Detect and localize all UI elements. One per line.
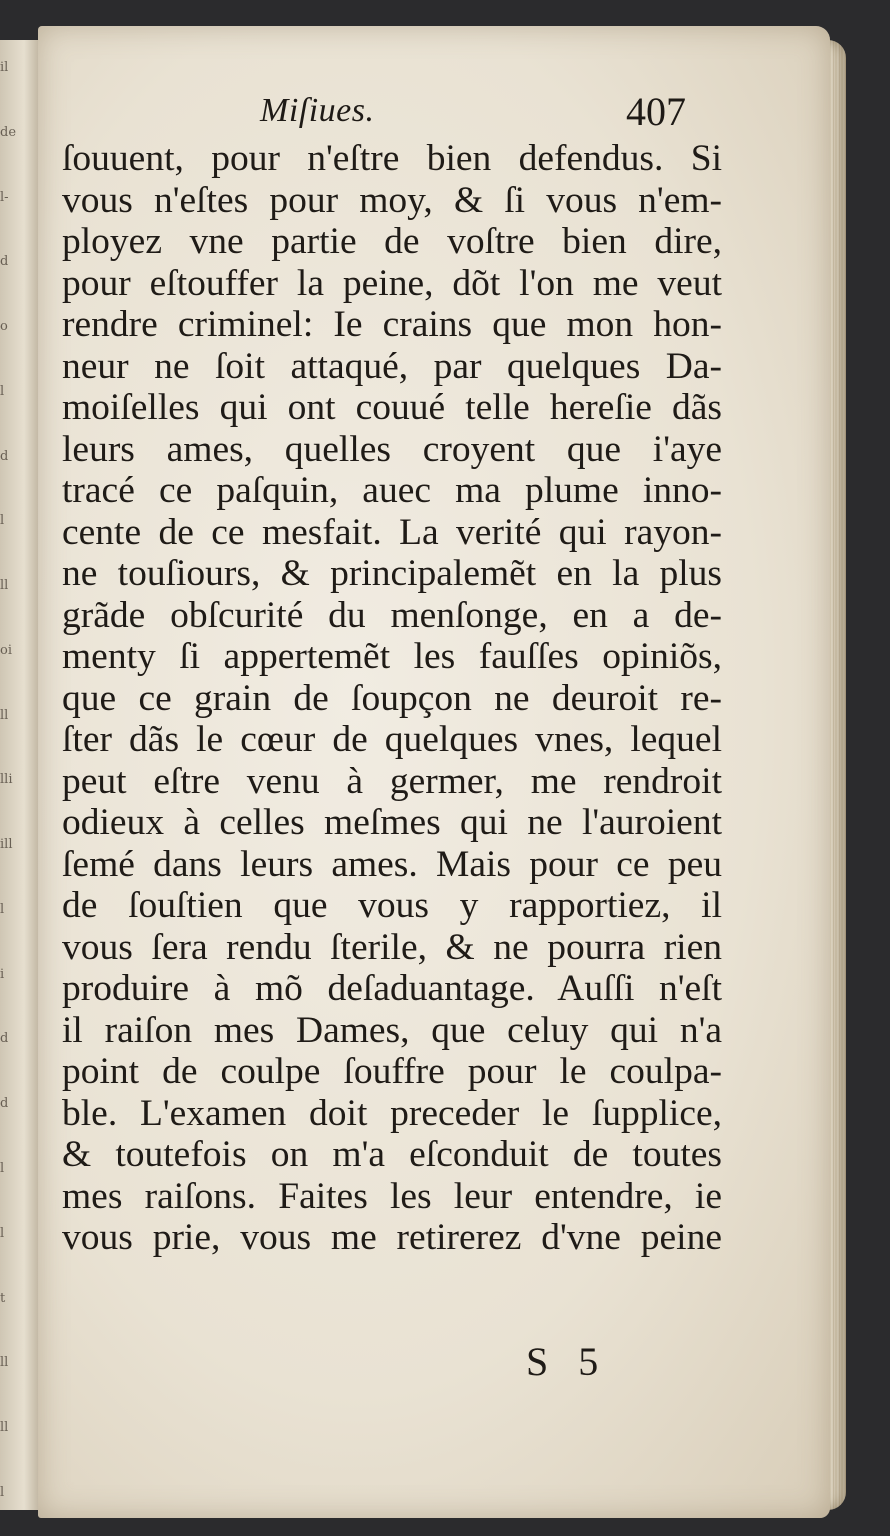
previous-page-fragment: oi — [0, 642, 12, 658]
previous-page-fragment: il — [0, 60, 9, 75]
text-line: menty ſi appertemẽt les fauſſes opiniõs, — [62, 636, 722, 677]
previous-page-fragment: i — [0, 966, 5, 982]
text-line: de ſouſtien que vous y rapportiez, il — [62, 885, 722, 926]
previous-page-fragment: l- — [0, 189, 9, 205]
signature-mark: S 5 — [526, 1339, 609, 1384]
previous-page-fragment: o — [0, 319, 8, 335]
text-line: que ce grain de ſoupçon ne deuroit re- — [62, 677, 722, 719]
previous-page-text-fragments — [0, 60, 38, 1500]
text-line: point de coulpe ſouffre pour le coulpa- — [62, 1051, 722, 1092]
text-line: moiſelles qui ont couué telle hereſie dãs — [62, 387, 722, 428]
previous-page-fragment: ll — [0, 578, 9, 594]
text-line: ne touſiours, & principalemẽt en la plus — [62, 553, 722, 594]
body-text — [62, 138, 722, 1259]
previous-page-fragment: l — [0, 1484, 5, 1500]
running-title: Miſiues. — [260, 92, 375, 129]
text-line: pour eſtouffer la peine, dõt l'on me veut — [62, 262, 722, 304]
previous-page-fragment: d — [0, 254, 9, 270]
previous-page-fragment: l — [0, 901, 5, 917]
text-line: produire à mõ deſaduantage. Auſſi n'eſt — [62, 968, 722, 1009]
previous-page-fragment: ll — [0, 1355, 9, 1371]
page-header — [260, 89, 700, 142]
previous-page-fragment: l — [0, 513, 5, 529]
previous-page-fragment: l — [0, 383, 5, 399]
text-line: & toutefois on m'a eſconduit de toutes — [62, 1134, 722, 1175]
text-line: vous ſera rendu ſterile, & ne pourra rien — [62, 926, 722, 968]
previous-page-fragment: ll — [0, 1420, 9, 1436]
text-line: cente de ce mesfait. La verité qui rayon- — [62, 511, 722, 553]
previous-page-fragment: d — [0, 1031, 9, 1047]
text-line: ble. L'examen doit preceder le ſupplice, — [62, 1092, 722, 1134]
text-line: neur ne ſoit attaqué, par quelques Da- — [62, 345, 722, 387]
previous-page-fragment: ill — [0, 837, 13, 853]
previous-page-fragment: lli — [0, 772, 13, 788]
text-line: ſouuent, pour n'eſtre bien defendus. Si — [62, 138, 722, 179]
text-line: vous n'eſtes pour moy, & ſi vous n'em- — [62, 179, 722, 221]
text-line: tracé ce paſquin, auec ma plume inno- — [62, 470, 722, 511]
text-line: ployez vne partie de voſtre bien dire, — [62, 221, 722, 262]
text-line: peut eſtre venu à germer, me rendroit — [62, 760, 722, 802]
previous-page-fragment: l — [0, 1161, 5, 1177]
previous-page-fragment: d — [0, 448, 9, 464]
previous-page-fragment: d — [0, 1096, 9, 1112]
text-line: vous prie, vous me retirerez d'vne peine — [62, 1217, 722, 1258]
previous-page-fragment: t — [0, 1290, 6, 1306]
page-number: 407 — [626, 89, 686, 134]
text-line: rendre criminel: Ie crains que mon hon- — [62, 304, 722, 345]
previous-page-fragment: ll — [0, 707, 9, 723]
text-line: leurs ames, quelles croyent que i'aye — [62, 428, 722, 470]
previous-page-fragment: de — [0, 124, 17, 140]
text-line: odieux à celles meſmes qui ne l'auroient — [62, 802, 722, 843]
text-line: il raiſon mes Dames, que celuy qui n'a — [62, 1009, 722, 1051]
text-line: grãde obſcurité du menſonge, en a de- — [62, 594, 722, 636]
text-line: mes raiſons. Faites les leur entendre, ie — [62, 1175, 722, 1217]
text-line: ſter dãs le cœur de quelques vnes, lequel — [62, 719, 722, 760]
text-line: ſemé dans leurs ames. Mais pour ce peu — [62, 843, 722, 885]
previous-page-fragment: l — [0, 1225, 5, 1241]
